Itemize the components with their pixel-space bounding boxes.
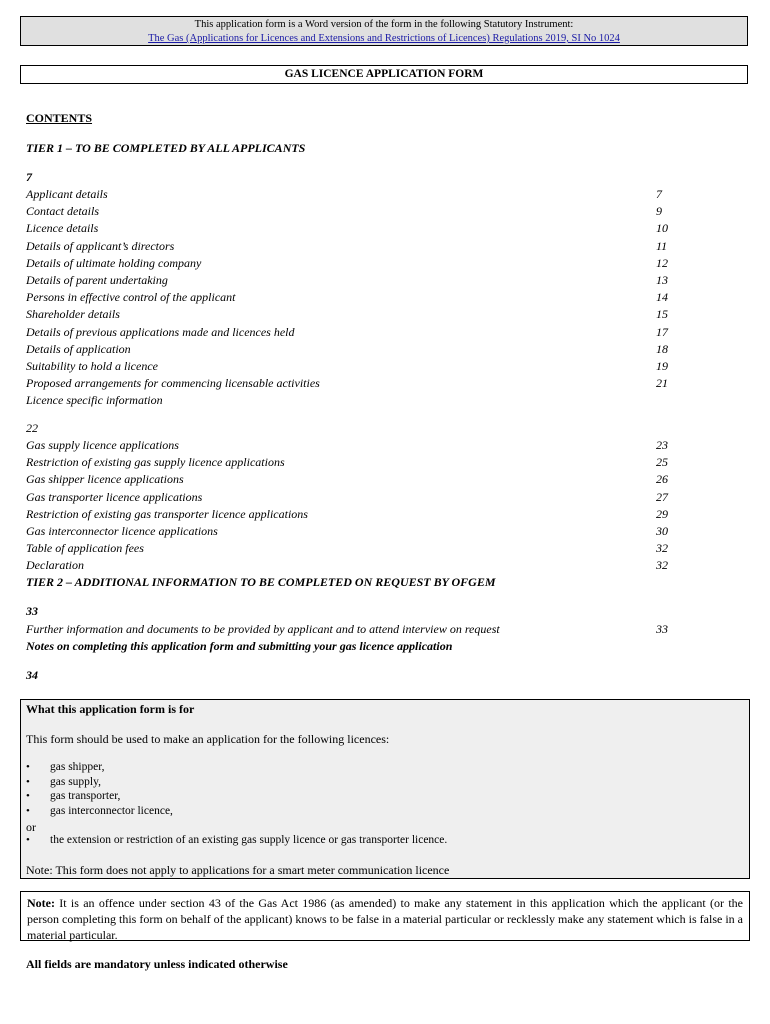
warning-label: Note: [27,896,55,910]
tier1-heading: TIER 1 – TO BE COMPLETED BY ALL APPLICANTS [26,141,306,155]
toc-item-label: Restriction of existing gas supply licence applications [26,455,285,470]
toc-item-label: Suitability to hold a licence [26,359,158,373]
info-last-bullet: the extension or restriction of an existing gas supply licence or gas transporter licence. [50,834,448,846]
toc-item-page: 18 [656,341,668,356]
form-title: GAS LICENCE APPLICATION FORM [20,65,748,84]
toc-item-label: Gas supply licence applications [26,438,179,452]
toc-item-label: Declaration [26,558,84,573]
bullet-icon: • [26,775,30,788]
toc-item-page: 10 [656,221,668,236]
toc-item-label: Gas interconnector licence applications [26,524,218,538]
tier1-number-2: 22 [26,421,38,435]
contents-heading: CONTENTS [26,111,93,125]
toc-item-label: Details of applicant’s directors [26,238,175,253]
tier1-number: 7 [26,170,32,184]
warning-text: It is an offence under section 43 of the Gas Act 1986 (as amended) to make any statement in this application which the applicant (or the person completing this form on behalf of the applicant) knows to be false in a material particular or recklessly make any statement which is false in a material particular. [27,896,744,942]
info-box [20,699,750,879]
notice-text: This application form is a Word version of the form in the following Statutory Instrument: [194,19,574,30]
toc-item-label: Gas shipper licence applications [26,472,184,487]
toc-item-page: 7 [656,187,662,201]
toc-item-label: Applicant details [26,187,108,201]
tier2-heading: TIER 2 – ADDITIONAL INFORMATION TO BE COMPLETED ON REQUEST BY OFGEM [26,575,496,589]
toc-item-page: 9 [656,204,662,219]
toc-item-page: 13 [656,273,668,287]
tier2-number: 33 [26,604,38,618]
statutory-instrument-link[interactable]: The Gas (Applications for Licences and Extensions and Restrictions of Licences) Regulations 2019, SI No 1024 [148,33,620,44]
toc-item-page: 26 [656,472,668,487]
info-bullet-item: gas supply, [50,775,102,788]
tier2-item-page: 33 [656,622,668,636]
toc-item-page: 32 [656,541,668,556]
toc-item-page: 32 [656,558,668,573]
toc-item-page: 11 [656,238,668,253]
toc-item-page: 15 [656,307,668,322]
mandatory-note: All fields are mandatory unless indicated otherwise [26,957,288,971]
toc-item-page: 17 [656,324,668,339]
toc-item-label: Details of application [26,341,131,356]
toc-item-label: Restriction of existing gas transporter licence applications [26,506,308,521]
toc-item-page: 23 [656,438,668,452]
info-bullet-item: gas transporter, [50,790,121,802]
info-intro: This form should be used to make an application for the following licences: [26,732,390,746]
toc-item-page: 25 [656,455,668,470]
info-or: or [26,820,36,834]
bullet-icon: • [26,790,30,802]
toc-item-label: Licence details [26,221,99,236]
notes-heading: Notes on completing this application form and submitting your gas licence application [26,639,453,653]
toc-item-label: Details of ultimate holding company [26,255,202,270]
toc-item-page: 14 [656,290,668,305]
toc-item-label: Details of previous applications made and licences held [26,324,295,339]
notes-number: 34 [26,668,38,682]
info-heading: What this application form is for [26,702,195,716]
toc-item-label: Contact details [26,204,99,219]
toc-item-label: Table of application fees [26,541,144,556]
warning-box [20,891,750,941]
toc-item-page: 12 [656,255,668,270]
toc-item-page: 21 [656,376,668,391]
toc-item-page: 19 [656,359,668,373]
bullet-icon: • [26,834,30,846]
info-bullet-item: gas interconnector licence, [50,804,173,817]
bullet-icon: • [26,761,30,773]
toc-item-page: 30 [656,524,668,538]
bullet-icon: • [26,804,30,817]
toc-item-label: Licence specific information [26,393,163,408]
tier2-item-label: Further information and documents to be provided by applicant and to attend interview on request [26,622,500,636]
toc-item-label: Proposed arrangements for commencing licensable activities [26,376,320,391]
notice-box [20,16,748,46]
toc-item-page: 29 [656,506,668,521]
info-note: Note: This form does not apply to applications for a smart meter communication licence [26,863,450,877]
toc-item-page: 27 [656,489,668,504]
toc-item-label: Gas transporter licence applications [26,489,203,504]
info-bullet-item: gas shipper, [50,761,105,773]
toc-item-label: Persons in effective control of the applicant [26,290,236,305]
toc-item-label: Shareholder details [26,307,120,322]
toc-item-label: Details of parent undertaking [26,273,168,287]
